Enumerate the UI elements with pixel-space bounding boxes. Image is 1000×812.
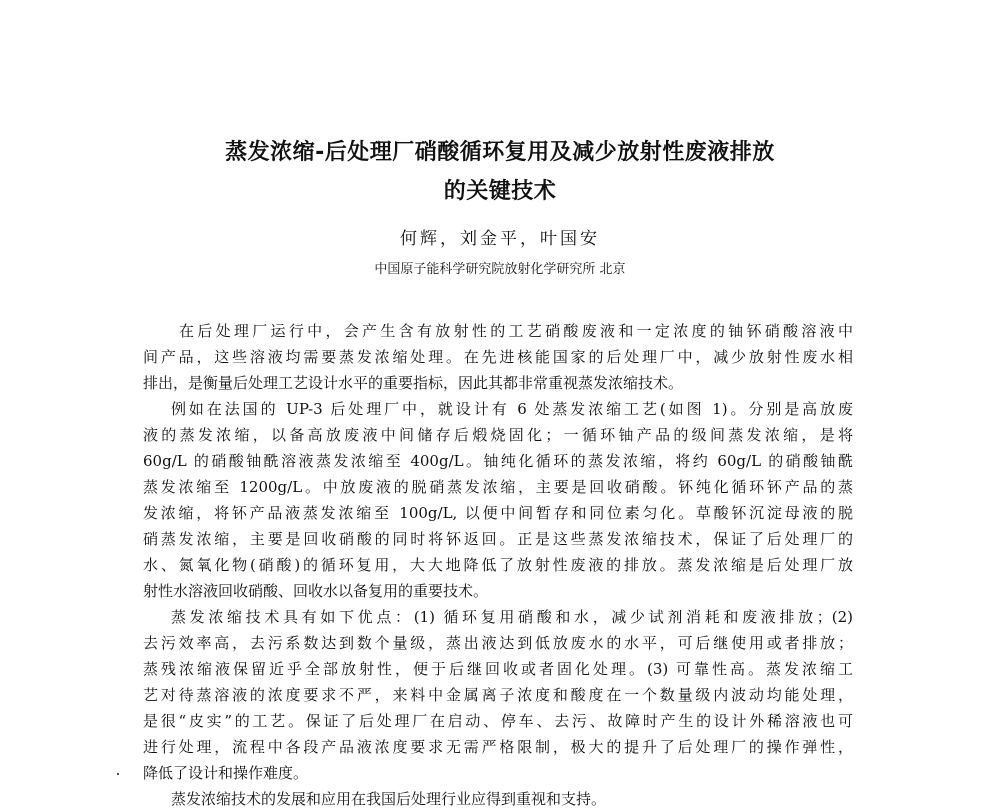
paper-authors: 何辉，刘金平，叶国安	[400, 229, 600, 249]
paragraph-line: 艺对待蒸溶液的浓度要求不严，来料中金属离子浓度和酸度在一个数量级内波动均能处理，	[143, 686, 853, 704]
paragraph-line: 进行处理，流程中各段产品液浓度要求无需严格限制，极大的提升了后处理厂的操作弹性，	[143, 738, 853, 756]
paragraph-line: 例如在法国的 UP-3 后处理厂中，就设计有 6 处蒸发浓缩工艺(如图 1)。分别是高放废	[171, 400, 853, 418]
paper-affiliation: 中国原子能科学研究院放射化学研究所 北京	[374, 262, 626, 277]
paragraph-line: 60g/L 的硝酸铀酰溶液蒸发浓缩至 400g/L。铀纯化循环的蒸发浓缩，将约 60g/L 的硝酸铀酰	[143, 452, 853, 470]
paragraph-line: 发浓缩，将钚产品液蒸发浓缩至 100g/L, 以便中间暂存和同位素匀化。草酸钚沉淀母液的脱	[143, 504, 853, 522]
paragraph-line: 在后处理厂运行中，会产生含有放射性的工艺硝酸废液和一定浓度的铀钚硝酸溶液中	[179, 322, 853, 340]
paper-body	[143, 318, 853, 812]
paragraph-3	[143, 604, 853, 786]
paragraph-line: 是很“皮实”的工艺。保证了后处理厂在启动、停车、去污、故障时产生的设计外稀溶液也可	[143, 712, 853, 730]
paragraph-line: 降低了设计和操作难度。	[143, 764, 309, 782]
paragraph-line: 排出，是衡量后处理工艺设计水平的重要指标，因此其都非常重视蒸发浓缩技术。	[143, 374, 684, 392]
paragraph-line: 液的蒸发浓缩，以备高放废液中间储存后煅烧固化；一循环铀产品的级间蒸发浓缩，是将	[143, 426, 853, 444]
paragraph-4	[143, 786, 853, 812]
paragraph-line: 间产品，这些溶液均需要蒸发浓缩处理。在先进核能国家的后处理厂中，减少放射性废水相	[143, 348, 853, 366]
paragraph-line: 蒸发浓缩至 1200g/L。中放废液的脱硝蒸发浓缩，主要是回收硝酸。钚纯化循环钚产品的蒸	[143, 478, 853, 496]
paragraph-line: 蒸发浓缩技术具有如下优点：(1) 循环复用硝酸和水，减少试剂消耗和废液排放；(2)	[171, 608, 853, 626]
paragraph-line: 水、氮氧化物(硝酸)的循环复用，大大地降低了放射性废液的排放。蒸发浓缩是后处理厂放	[143, 556, 853, 574]
paragraph-line: 射性水溶液回收硝酸、回收水以备复用的重要技术。	[143, 582, 489, 600]
paper-title-line-2: 的关键技术	[443, 179, 557, 204]
paragraph-line: 去污效率高，去污系数达到数个量级，蒸出液达到低放废水的水平，可后继使用或者排放；	[143, 634, 853, 652]
scan-artifact-dot	[117, 773, 119, 775]
paragraph-line: 硝蒸发浓缩，主要是回收硝酸的同时将钚返回。正是这些蒸发浓缩技术，保证了后处理厂的	[143, 530, 853, 548]
paragraph-2	[143, 396, 853, 604]
paragraph-1	[143, 318, 853, 396]
paragraph-line: 蒸残浓缩液保留近乎全部放射性，便于后继回收或者固化处理。(3) 可靠性高。蒸发浓缩工	[143, 660, 853, 678]
paper-title-line-1: 蒸发浓缩-后处理厂硝酸循环复用及减少放射性废液排放	[225, 140, 775, 165]
paragraph-line: 蒸发浓缩技术的发展和应用在我国后处理行业应得到重视和支持。	[171, 790, 607, 808]
